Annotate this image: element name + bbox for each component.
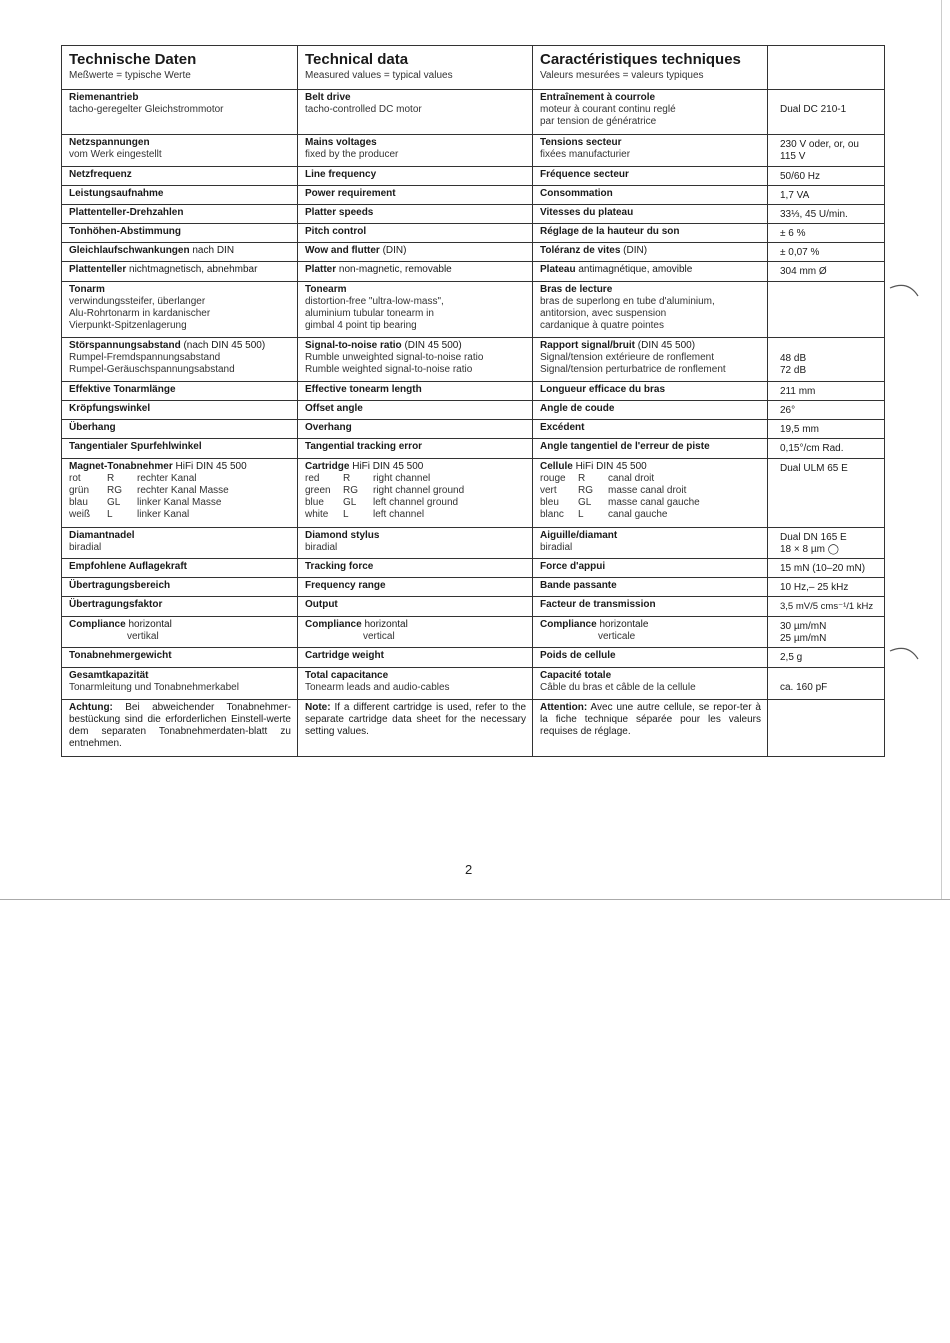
cell-de: Übertragungsbereich: [62, 578, 298, 597]
cell-fr: Angle tangentiel de l'erreur de piste: [533, 439, 768, 459]
cell-fr: Réglage de la hauteur du son: [533, 224, 768, 243]
cell-value: Dual DN 165 E 18 × 8 µm ◯: [768, 528, 885, 559]
cell-value: 304 mm Ø: [768, 262, 885, 282]
table-row: [62, 578, 885, 597]
cell-en: Frequency range: [298, 578, 533, 597]
table-row: [62, 282, 885, 338]
cell-value: 15 mN (10–20 mN): [768, 559, 885, 578]
table-row: [62, 597, 885, 617]
cell-fr: Fréquence secteur: [533, 167, 768, 186]
table-row: [62, 186, 885, 205]
cell-en: Platter speeds: [298, 205, 533, 224]
cell-de: Kröpfungswinkel: [62, 401, 298, 420]
cell-value: 26°: [768, 401, 885, 420]
cell-fr: Compliance horizontale verticale: [533, 617, 768, 648]
cell-value: 30 µm/mN 25 µm/mN: [768, 617, 885, 648]
cell-de: Leistungsaufnahme: [62, 186, 298, 205]
cell-de: Plattenteller nichtmagnetisch, abnehmbar: [62, 262, 298, 282]
cell-de: Gesamtkapazität Tonarmleitung und Tonabnehmerkabel: [62, 668, 298, 700]
cell-value: [768, 282, 885, 338]
cell-en: Output: [298, 597, 533, 617]
cell-en: Mains voltages fixed by the producer: [298, 135, 533, 167]
wire-line: rot R rechter Kanal: [69, 473, 197, 484]
cell-en: Diamond stylus biradial: [298, 528, 533, 559]
cell-value: 19,5 mm: [768, 420, 885, 439]
cell-value: 10 Hz,– 25 kHz: [768, 578, 885, 597]
table-row: [62, 559, 885, 578]
cell-fr: Consommation: [533, 186, 768, 205]
cell-de: Diamantnadel biradial: [62, 528, 298, 559]
table-row: [62, 243, 885, 262]
page-fold-line: [0, 899, 950, 900]
cell-en: Overhang: [298, 420, 533, 439]
punch-hole-icon: [888, 645, 924, 667]
cell-en: Total capacitance Tonearm leads and audio-cables: [298, 668, 533, 700]
cell-de: Netzspannungen vom Werk eingestellt: [62, 135, 298, 167]
cell-de: Tonarm verwindungssteifer, überlanger Alu-Rohrtonarm in kardanischer Vierpunkt-Spitzenlagerung: [62, 282, 298, 338]
cell-de: Übertragungsfaktor: [62, 597, 298, 617]
cell-de: Überhang: [62, 420, 298, 439]
cell-value: 1,7 VA: [768, 186, 885, 205]
table-row: [62, 459, 885, 528]
punch-hole-icon: [888, 282, 924, 304]
cell-de: Magnet-Tonabnehmer HiFi DIN 45 500 rot R rechter Kanal grün RG rechter Kanal Masse blau GL linker Kanal Masse weiß L linker Kanal: [62, 459, 298, 528]
cell-fr: Aiguille/diamant biradial: [533, 528, 768, 559]
cell-fr: Longueur efficace du bras: [533, 382, 768, 401]
header-en: Technical data Measured values = typical values: [298, 46, 533, 90]
cell-fr: Vitesses du plateau: [533, 205, 768, 224]
cell-de: Compliance horizontal vertikal: [62, 617, 298, 648]
cell-fr: Angle de coude: [533, 401, 768, 420]
wire-line: blue GL left channel ground: [305, 497, 459, 508]
cell-value: 48 dB 72 dB: [768, 338, 885, 382]
wire-line: white L left channel: [305, 509, 425, 520]
cell-fr: Force d'appui: [533, 559, 768, 578]
cell-value: 3,5 mV/5 cms⁻¹/1 kHz: [768, 597, 885, 617]
wire-line: rouge R canal droit: [540, 473, 655, 484]
table-row: [62, 338, 885, 382]
cell-fr: Facteur de transmission: [533, 597, 768, 617]
cell-value: 230 V oder, or, ou 115 V: [768, 135, 885, 167]
cell-fr: Cellule HiFi DIN 45 500 rouge R canal droit vert RG masse canal droit bleu GL masse canal gauche blanc L canal gauche: [533, 459, 768, 528]
cell-en: Wow and flutter (DIN): [298, 243, 533, 262]
cell-de: Plattenteller-Drehzahlen: [62, 205, 298, 224]
cell-value: 33⅓, 45 U/min.: [768, 205, 885, 224]
header-fr: Caractéristiques techniques Valeurs mesurées = valeurs typiques: [533, 46, 768, 90]
cell-en: Platter non-magnetic, removable: [298, 262, 533, 282]
cell-de: Empfohlene Auflagekraft: [62, 559, 298, 578]
page-edge: [941, 0, 942, 900]
cell-de: Achtung: Bei abweichender Tonabnehmer-bestückung sind die erforderlichen Einstell-werte dem separaten Tonabnehmerdaten-blatt zu entnehmen.: [62, 700, 298, 757]
table-row: [62, 700, 885, 757]
table-row: [62, 262, 885, 282]
wire-line: green RG right channel ground: [305, 485, 465, 496]
cell-value: 50/60 Hz: [768, 167, 885, 186]
table-row: [62, 420, 885, 439]
cell-fr: Bande passante: [533, 578, 768, 597]
table-row: [62, 205, 885, 224]
cell-value: Dual ULM 65 E: [768, 459, 885, 528]
cell-value: 211 mm: [768, 382, 885, 401]
header-value: [768, 46, 885, 90]
cell-fr: Entraînement à courrole moteur à courant continu reglé par tension de génératrice: [533, 90, 768, 135]
cell-de: Effektive Tonarmlänge: [62, 382, 298, 401]
cell-fr: Poids de cellule: [533, 648, 768, 668]
wire-line: weiß L linker Kanal: [69, 509, 190, 520]
cell-fr: Rapport signal/bruit (DIN 45 500) Signal/tension extérieure de ronflement Signal/tension perturbatrice de ronflement: [533, 338, 768, 382]
table-row: [62, 224, 885, 243]
table-row: [62, 90, 885, 135]
cell-fr: Tensions secteur fixées manufacturier: [533, 135, 768, 167]
cell-de: Störspannungsabstand (nach DIN 45 500) Rumpel-Fremdspannungsabstand Rumpel-Geräuschspannungsabstand: [62, 338, 298, 382]
cell-de: Netzfrequenz: [62, 167, 298, 186]
wire-line: red R right channel: [305, 473, 431, 484]
cell-de: Tonabnehmergewicht: [62, 648, 298, 668]
cell-de: Tonhöhen-Abstimmung: [62, 224, 298, 243]
cell-value: ± 0,07 %: [768, 243, 885, 262]
table-row: [62, 382, 885, 401]
table-row: [62, 135, 885, 167]
table-row: [62, 401, 885, 420]
cell-en: Tangential tracking error: [298, 439, 533, 459]
cell-fr: Attention: Avec une autre cellule, se repor-ter à la fiche technique séparée pour les valeurs requises de réglage.: [533, 700, 768, 757]
cell-fr: Excédent: [533, 420, 768, 439]
cell-fr: Toléranz de vites (DIN): [533, 243, 768, 262]
cell-value: ca. 160 pF: [768, 668, 885, 700]
wire-line: blanc L canal gauche: [540, 509, 668, 520]
table-row: [62, 439, 885, 459]
wire-line: bleu GL masse canal gauche: [540, 497, 700, 508]
cell-value: ± 6 %: [768, 224, 885, 243]
cell-de: Riemenantrieb tacho-geregelter Gleichstrommotor: [62, 90, 298, 135]
cell-en: Power requirement: [298, 186, 533, 205]
technical-data-table: [61, 45, 885, 757]
wire-line: blau GL linker Kanal Masse: [69, 497, 222, 508]
cell-en: Cartridge weight: [298, 648, 533, 668]
table-row: [62, 668, 885, 700]
cell-en: Signal-to-noise ratio (DIN 45 500) Rumble unweighted signal-to-noise ratio Rumble weighted signal-to-noise ratio: [298, 338, 533, 382]
cell-en: Line frequency: [298, 167, 533, 186]
table-row: [62, 617, 885, 648]
cell-fr: Capacité totale Câble du bras et câble de la cellule: [533, 668, 768, 700]
wire-line: grün RG rechter Kanal Masse: [69, 485, 229, 496]
header-row: [62, 46, 885, 90]
table-row: [62, 648, 885, 668]
cell-en: Compliance horizontal vertical: [298, 617, 533, 648]
cell-en: Pitch control: [298, 224, 533, 243]
cell-value: Dual DC 210-1: [768, 90, 885, 135]
cell-en: Tonearm distortion-free "ultra-low-mass", aluminium tubular tonearm in gimbal 4 point tip bearing: [298, 282, 533, 338]
table-row: [62, 528, 885, 559]
cell-value: 2,5 g: [768, 648, 885, 668]
wire-line: vert RG masse canal droit: [540, 485, 687, 496]
cell-fr: Bras de lecture bras de superlong en tube d'aluminium, antitorsion, avec suspension cardanique à quatre pointes: [533, 282, 768, 338]
cell-de: Gleichlaufschwankungen nach DIN: [62, 243, 298, 262]
cell-en: Effective tonearm length: [298, 382, 533, 401]
cell-de: Tangentialer Spurfehlwinkel: [62, 439, 298, 459]
cell-en: Cartridge HiFi DIN 45 500 red R right channel green RG right channel ground blue GL left channel ground white L left channel: [298, 459, 533, 528]
page-number: 2: [465, 862, 473, 877]
cell-en: Tracking force: [298, 559, 533, 578]
cell-fr: Plateau antimagnétique, amovible: [533, 262, 768, 282]
cell-en: Note: If a different cartridge is used, refer to the separate cartridge data sheet for the necessary setting values.: [298, 700, 533, 757]
cell-value: 0,15°/cm Rad.: [768, 439, 885, 459]
cell-value: [768, 700, 885, 757]
cell-en: Offset angle: [298, 401, 533, 420]
cell-en: Belt drive tacho-controlled DC motor: [298, 90, 533, 135]
table-row: [62, 167, 885, 186]
header-de: Technische Daten Meßwerte = typische Werte: [62, 46, 298, 90]
